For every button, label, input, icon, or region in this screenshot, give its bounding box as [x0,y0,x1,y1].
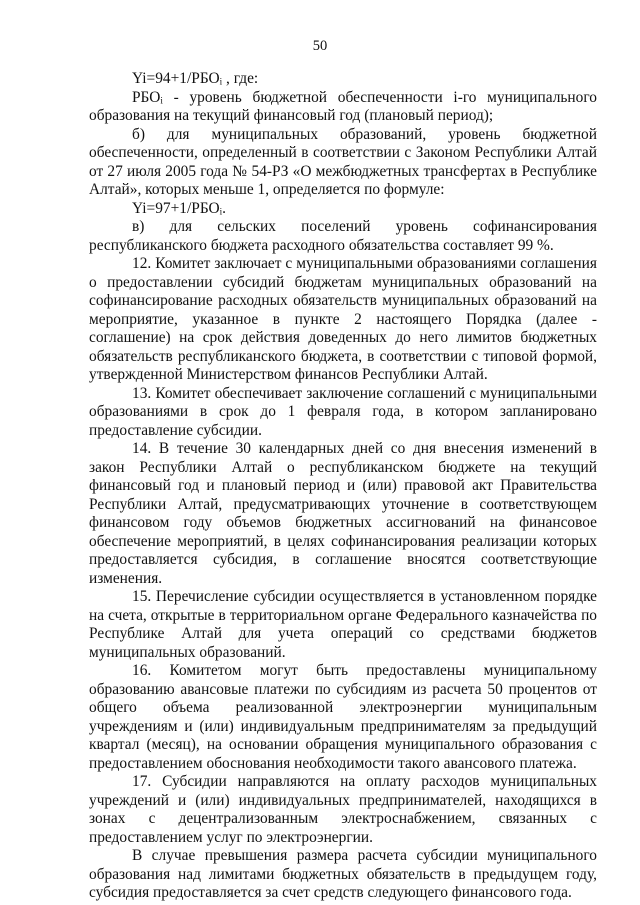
document-body [89,70,597,903]
subitem-v-paragraph: в) для сельских поселений уровень софинансирования республиканского бюджета расходного обязательства составляет 99 %. [89,218,597,254]
clause-15-paragraph: 15. Перечисление субсидии осуществляется в установленном порядке на счета, открытые в территориальном органе Федерального казначейства по Республике Алтай для учета операций со средствами бюджетов муниципальных образований. [89,588,597,661]
clause-17-paragraph: 17. Субсидии направляются на оплату расходов муниципальных учреждений и (или) индивидуальных предпринимателей, находящихся в зонах с децентрализованным электроснабжением, связанных с предоставлением услуг по электроэнергии. [89,773,597,846]
clause-16-paragraph: 16. Комитетом могут быть предоставлены муниципальному образованию авансовые платежи по субсидиям из расчета 50 процентов от общего объема реализованной электроэнергии муниципальным учреждениям и (или) индивидуальным предпринимателям за предыдущий квартал (месяц), на основании обращения муниципального образования с предоставлением обоснования необходимости такого авансового платежа. [89,662,597,772]
page-number: 50 [312,38,328,54]
clause-12-paragraph: 12. Комитет заключает с муниципальными образованиями соглашения о предоставлении субсидий бюджетам муниципальных образований на софинансирование расходных обязательств муниципальных образований на мероприятие, указанное в пункте 2 настоящего Порядка (далее - соглашение) на срок действия доведенных до него лимитов бюджетных обязательств республиканского бюджета, в соответствии с типовой формой, утвержденной Министерством финансов Республики Алтай. [89,255,597,383]
formula-paragraph: Yi=94+1/РБОᵢ , где: [132,70,259,87]
subitem-b-paragraph: б) для муниципальных образований, уровень бюджетной обеспеченности, определенный в соответствии с Законом Республики Алтай от 27 июля 2005 года № 54-РЗ «О межбюджетных трансфертах в Республике Алтай», которых меньше 1, определяется по формуле: [89,125,597,198]
formula-paragraph: Yi=97+1/РБОᵢ. [132,199,227,217]
clause-13-paragraph: 13. Комитет обеспечивает заключение соглашений с муниципальными образованиями в срок до 1 февраля года, в котором запланировано предоставление субсидии. [89,384,597,439]
definition-paragraph: РБОᵢ - уровень бюджетной обеспеченности i-го муниципального образования на текущий финансовый год (плановый период); [89,88,597,124]
clause-14-paragraph: 14. В течение 30 календарных дней со дня внесения изменений в закон Республики Алтай о республиканском бюджете на текущий финансовый год и плановый период и (или) правовой акт Правительства Республики Алтай, предусматривающих уточнение в соответствующем финансовом году объемов бюджетных ассигнований на финансовое обеспечение мероприятий, в целях софинансирования реализации которых предоставляется субсидия, в соглашение вносятся соответствующие изменения. [89,440,597,587]
final-paragraph: В случае превышения размера расчета субсидии муниципального образования над лимитами бюджетных обязательств в предыдущем году, субсидия предоставляется за счет средств следующего финансового года. [89,847,597,901]
